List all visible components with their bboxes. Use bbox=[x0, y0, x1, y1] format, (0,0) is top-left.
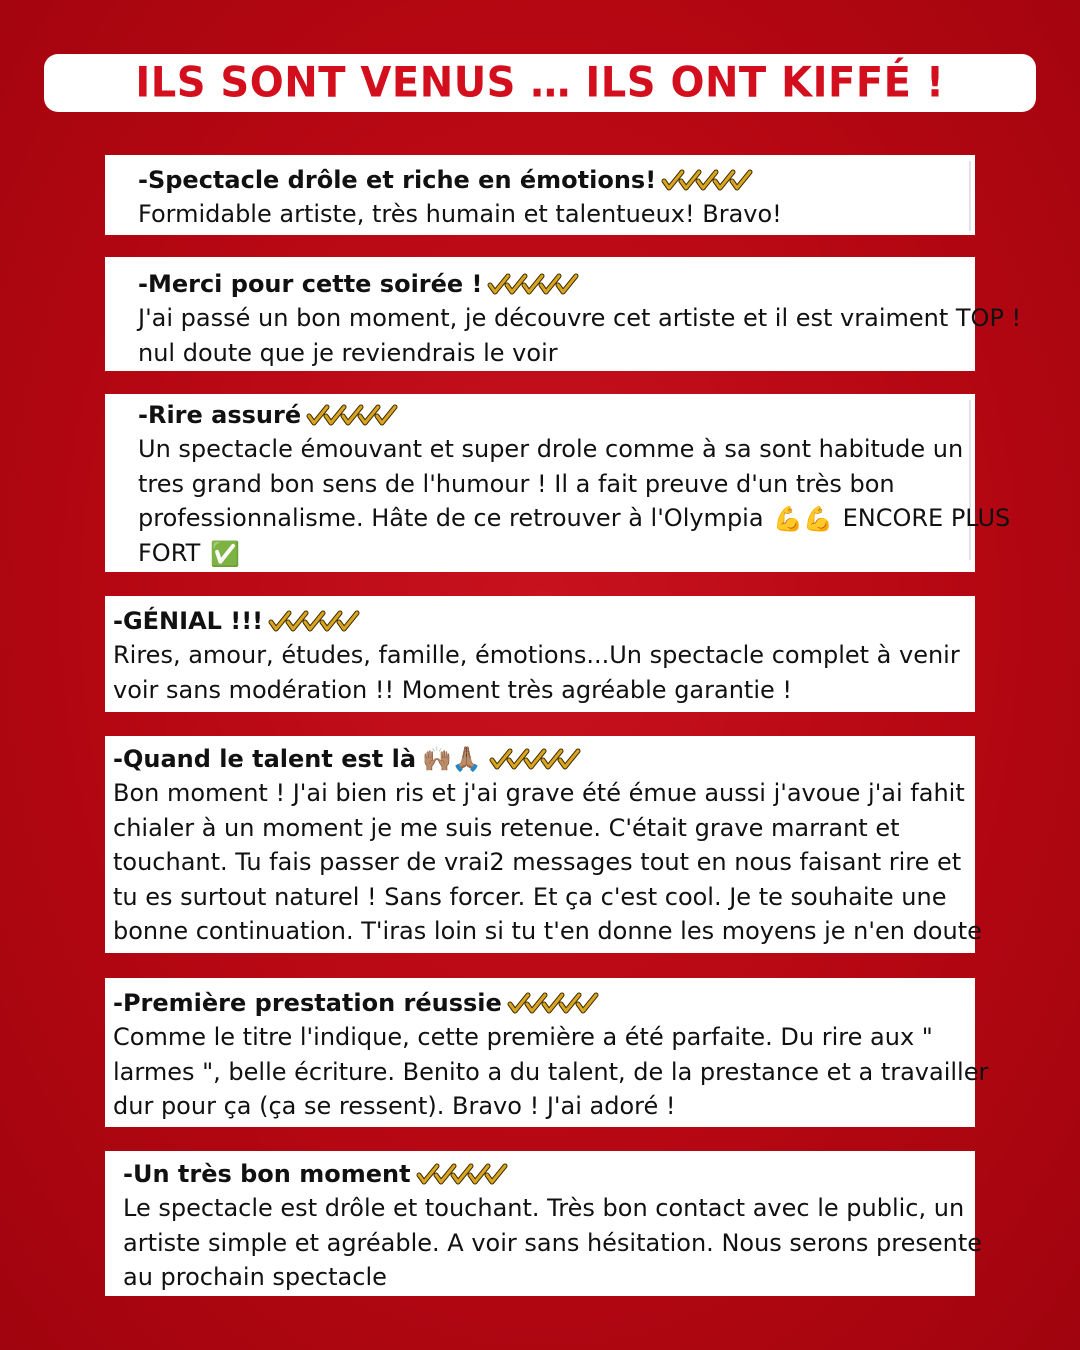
review-title-text: -GÉNIAL !!! bbox=[113, 607, 264, 635]
check-mark-icon bbox=[730, 169, 749, 191]
card-edge bbox=[969, 161, 971, 231]
review-card bbox=[105, 596, 975, 712]
rating-checks bbox=[490, 273, 575, 295]
review-line: Un spectacle émouvant et super drole comme à sa sont habitude un bbox=[138, 435, 964, 463]
review-title bbox=[138, 163, 782, 197]
review-body bbox=[138, 301, 1021, 370]
review-card bbox=[105, 736, 982, 953]
review-body bbox=[138, 197, 782, 232]
review-line: chialer à un moment je me suis retenue. C'était grave marrant et bbox=[113, 813, 900, 842]
review-card bbox=[105, 257, 1022, 371]
review-title-text: -Un très bon moment bbox=[123, 1160, 411, 1188]
rating-checks bbox=[271, 610, 356, 632]
review-line: tu es surtout naturel ! Sans forcer. Et ça c'est cool. Je te souhaite une bbox=[113, 882, 947, 911]
review-line: Le spectacle est drôle et touchant. Très bon contact avec le public, un bbox=[123, 1194, 965, 1222]
review-line: tres grand bon sens de l'humour ! Il a fait preuve d'un très bon bbox=[138, 469, 895, 498]
review-line: Comme le titre l'indique, cette première a été parfaite. Du rire aux " bbox=[113, 1023, 933, 1051]
raised-hands-icon: 🙌🏽🙏🏽 bbox=[422, 745, 482, 773]
header-banner bbox=[44, 54, 1036, 112]
review-title-text: -Première prestation réussie bbox=[113, 989, 502, 1017]
rating-checks bbox=[419, 1163, 504, 1185]
review-line: J'ai passé un bon moment, je découvre cet artiste et il est vraiment TOP ! bbox=[138, 304, 1022, 332]
review-line: bonne continuation. T'iras loin si tu t'en donne les moyens je n'en doute bbox=[113, 917, 982, 945]
review-card bbox=[105, 394, 1011, 572]
check-mark-icon bbox=[556, 273, 575, 295]
review-title-text: -Spectacle drôle et riche en émotions! bbox=[138, 166, 657, 194]
review-body bbox=[113, 776, 982, 949]
review-title-text: -Merci pour cette soirée ! bbox=[138, 270, 483, 298]
review-title bbox=[123, 1157, 982, 1191]
review-body bbox=[138, 432, 1010, 572]
review-body bbox=[123, 1191, 982, 1295]
rating-checks bbox=[309, 404, 394, 426]
flexed-biceps-icon: 💪💪 bbox=[773, 504, 833, 533]
check-mark-icon bbox=[337, 610, 356, 632]
review-line bbox=[138, 501, 1010, 536]
check-mark-icon bbox=[375, 404, 394, 426]
review-line-text: professionnalisme. Hâte de ce retrouver à l'Olympia bbox=[138, 504, 764, 532]
review-line: dur pour ça (ça se ressent). Bravo ! J'ai adoré ! bbox=[113, 1092, 676, 1120]
page-title: ILS SONT VENUS … ILS ONT KIFFÉ ! bbox=[135, 58, 945, 108]
check-mark-button-icon: ✅ bbox=[209, 540, 240, 568]
review-card bbox=[105, 155, 975, 235]
rating-checks bbox=[492, 748, 577, 770]
review-line: Rires, amour, études, famille, émotions...Un spectacle complet à venir bbox=[113, 641, 960, 669]
review-line bbox=[138, 536, 1010, 571]
review-title bbox=[138, 398, 1010, 432]
rating-checks bbox=[664, 169, 749, 191]
review-line: Bon moment ! J'ai bien ris et j'ai grave été émue aussi j'avoue j'ai fahit bbox=[113, 779, 965, 807]
review-line-text: ENCORE PLUS bbox=[842, 504, 1011, 532]
review-card bbox=[105, 1151, 983, 1296]
review-title-text: -Rire assuré bbox=[138, 401, 302, 429]
check-mark-icon bbox=[485, 1163, 504, 1185]
review-title bbox=[113, 604, 960, 638]
review-title bbox=[138, 267, 1021, 301]
review-line: touchant. Tu fais passer de vrai2 messages tout en nous faisant rire et bbox=[113, 848, 962, 876]
review-line: artiste simple et agréable. A voir sans hésitation. Nous serons presente bbox=[123, 1228, 983, 1257]
review-line: nul doute que je reviendrais le voir bbox=[138, 338, 558, 367]
check-mark-icon bbox=[558, 748, 577, 770]
review-line: au prochain spectacle bbox=[123, 1263, 387, 1291]
review-title bbox=[113, 742, 982, 776]
check-mark-icon bbox=[576, 992, 595, 1014]
rating-checks bbox=[510, 992, 595, 1014]
review-line: voir sans modération !! Moment très agréable garantie ! bbox=[113, 675, 793, 704]
review-title bbox=[113, 986, 988, 1020]
review-body bbox=[113, 638, 960, 707]
review-line: Formidable artiste, très humain et talentueux! Bravo! bbox=[138, 200, 782, 228]
review-title-text: -Quand le talent est là bbox=[113, 745, 417, 773]
review-card bbox=[105, 978, 989, 1127]
review-line-text: FORT bbox=[138, 539, 201, 568]
review-line: larmes ", belle écriture. Benito a du talent, de la prestance et a travailler bbox=[113, 1057, 989, 1086]
review-body bbox=[113, 1020, 988, 1124]
